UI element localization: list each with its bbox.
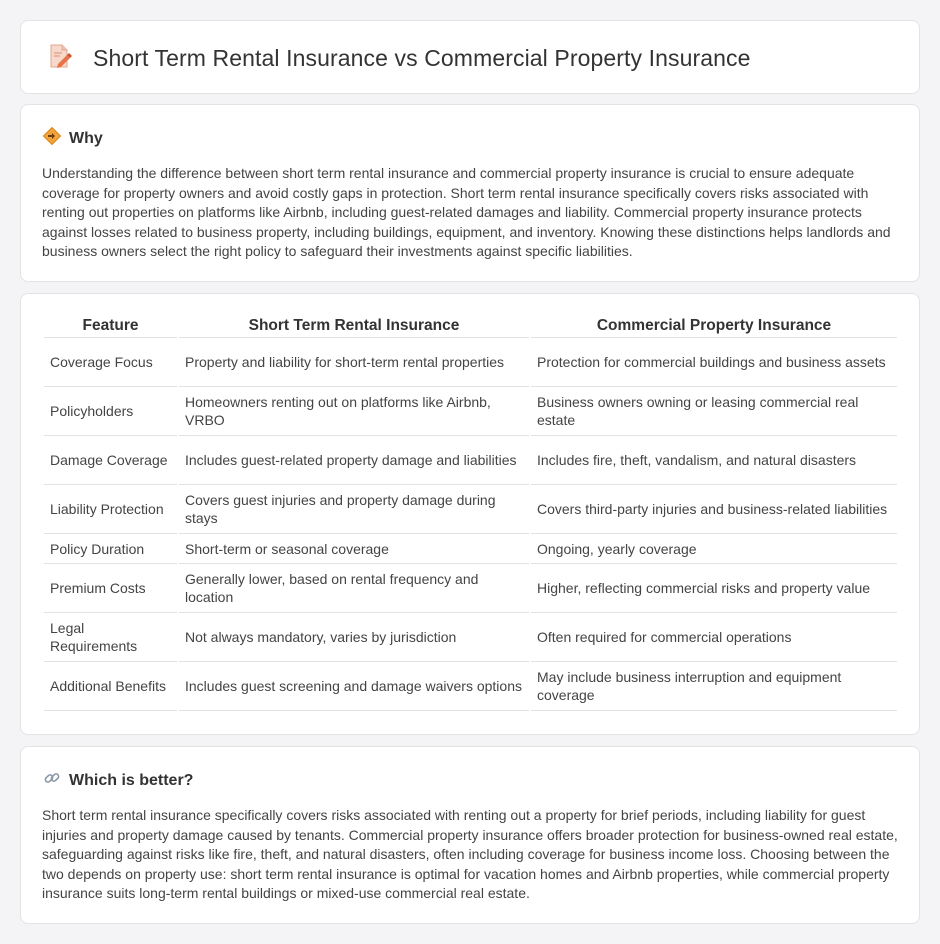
comparison-section — [20, 293, 920, 735]
commercial-property-cell: Business owners owning or leasing commercial real estate — [531, 387, 897, 436]
commercial-property-cell: Includes fire, theft, vandalism, and natural disasters — [531, 436, 897, 485]
table-row — [44, 387, 897, 436]
header-card — [20, 20, 920, 94]
table-header-row — [44, 316, 897, 338]
commercial-property-cell: Often required for commercial operations — [531, 613, 897, 662]
commercial-property-cell: Protection for commercial buildings and business assets — [531, 338, 897, 387]
feature-cell: Liability Protection — [44, 485, 177, 534]
feature-cell: Policyholders — [44, 387, 177, 436]
short-term-rental-cell: Includes guest-related property damage and liabilities — [179, 436, 529, 485]
short-term-rental-cell: Short-term or seasonal coverage — [179, 534, 529, 564]
why-section — [20, 104, 920, 282]
why-heading: Why — [69, 129, 103, 147]
which-is-better-section — [20, 746, 920, 924]
header-short-term-rental: Short Term Rental Insurance — [179, 316, 529, 338]
commercial-property-cell: May include business interruption and equipment coverage — [531, 662, 897, 711]
feature-cell: Premium Costs — [44, 564, 177, 613]
commercial-property-cell: Higher, reflecting commercial risks and property value — [531, 564, 897, 613]
feature-cell: Damage Coverage — [44, 436, 177, 485]
short-term-rental-cell: Includes guest screening and damage waivers options — [179, 662, 529, 711]
table-row — [44, 436, 897, 485]
feature-cell: Coverage Focus — [44, 338, 177, 387]
table-row — [44, 338, 897, 387]
comparison-table — [42, 316, 899, 711]
table-row — [44, 534, 897, 564]
link-icon — [43, 769, 61, 792]
why-text: Understanding the difference between short term rental insurance and commercial property insurance is crucial to ensure adequate coverage for property owners and avoid costly gaps in protection. Short term rental insurance specifically covers risks associated with renting out properties on platforms like Airbnb, including guest-related damages and liability. Commercial property insurance protects against losses related to business property, including buildings, equipment, and inventory. Knowing these distinctions helps landlords and business owners select the right policy to safeguard their investments against specific liabilities. — [42, 165, 891, 260]
short-term-rental-cell: Not always mandatory, varies by jurisdiction — [179, 613, 529, 662]
commercial-property-cell: Covers third-party injuries and business-related liabilities — [531, 485, 897, 534]
page-title: Short Term Rental Insurance vs Commercial Property Insurance — [93, 45, 751, 71]
feature-cell: Legal Requirements — [44, 613, 177, 662]
which-is-better-heading: Which is better? — [69, 771, 194, 789]
short-term-rental-cell: Property and liability for short-term rental properties — [179, 338, 529, 387]
feature-cell: Policy Duration — [44, 534, 177, 564]
short-term-rental-cell: Generally lower, based on rental frequency and location — [179, 564, 529, 613]
commercial-property-cell: Ongoing, yearly coverage — [531, 534, 897, 564]
table-row — [44, 662, 897, 711]
table-row — [44, 564, 897, 613]
header-commercial-property: Commercial Property Insurance — [531, 316, 897, 338]
short-term-rental-cell: Covers guest injuries and property damage during stays — [179, 485, 529, 534]
header-feature: Feature — [44, 316, 177, 338]
diamond-sign-icon — [43, 127, 61, 150]
feature-cell: Additional Benefits — [44, 662, 177, 711]
table-row — [44, 485, 897, 534]
table-row — [44, 613, 897, 662]
which-is-better-text: Short term rental insurance specifically covers risks associated with renting out a property for brief periods, including liability for guest injuries and property damage caused by tenants. Commercial property insurance offers broader protection for business-owned real estate, safeguarding against risks like fire, theft, and natural disasters, often including coverage for business income loss. Choosing between the two depends on property use: short term rental insurance is optimal for vacation homes and Airbnb properties, while commercial property insurance suits long-term rental buildings or mixed-use commercial real estate. — [42, 807, 898, 902]
document-pencil-icon — [47, 43, 73, 74]
short-term-rental-cell: Homeowners renting out on platforms like Airbnb, VRBO — [179, 387, 529, 436]
